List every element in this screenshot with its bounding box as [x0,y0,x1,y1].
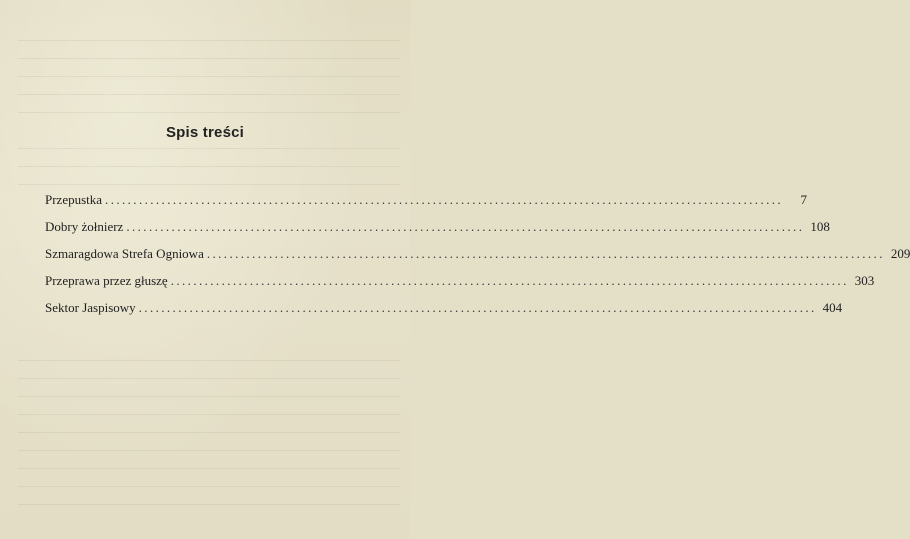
bleed-through-line [18,94,400,95]
toc-entry-page: 303 [854,273,875,288]
bleed-through-line [18,432,400,433]
bleed-through-line [18,486,400,487]
bleed-through-line [18,166,400,167]
bleed-through-line [18,40,400,41]
toc-entry [45,246,910,273]
bleed-through-line [18,378,400,379]
toc-entry-page: 404 [822,300,843,315]
bleed-through-line [18,504,400,505]
toc-entry-title: Przepustka [45,192,103,207]
toc-entry-page: 209 [890,246,910,261]
toc-heading: Spis treści [165,124,245,141]
bleed-through-line [18,112,400,113]
bleed-through-line [18,450,400,451]
bleed-through-line [18,76,400,77]
toc-entry-page: 108 [810,219,830,234]
dot-leader: ........................................................................................................................ [126,219,805,234]
bleed-through-line [18,148,400,149]
dot-leader: ........................................................................................................................ [206,246,885,261]
toc-list [45,192,910,327]
toc-entry-title: Przeprawa przez głuszę [45,273,168,288]
bleed-through-line [18,414,400,415]
toc-entry [45,192,808,219]
toc-entry-title: Dobry żołnierz [45,219,124,234]
bleed-through-line [18,58,400,59]
bleed-through-line [18,184,400,185]
bleed-through-line [18,360,400,361]
toc-entry-title: Szmaragdowa Strefa Ogniowa [45,246,204,261]
dot-leader: ........................................................................................................................ [170,273,849,288]
toc-entry-title: Sektor Jaspisowy [45,300,136,315]
bleed-through-line [18,396,400,397]
toc-entry-page: 7 [800,192,808,207]
toc-entry [45,300,843,327]
toc-entry [45,273,875,300]
dot-leader: ........................................................................................................................ [105,192,784,207]
toc-entry [45,219,830,246]
dot-leader: ........................................................................................................................ [138,300,817,315]
bleed-through-line [18,468,400,469]
